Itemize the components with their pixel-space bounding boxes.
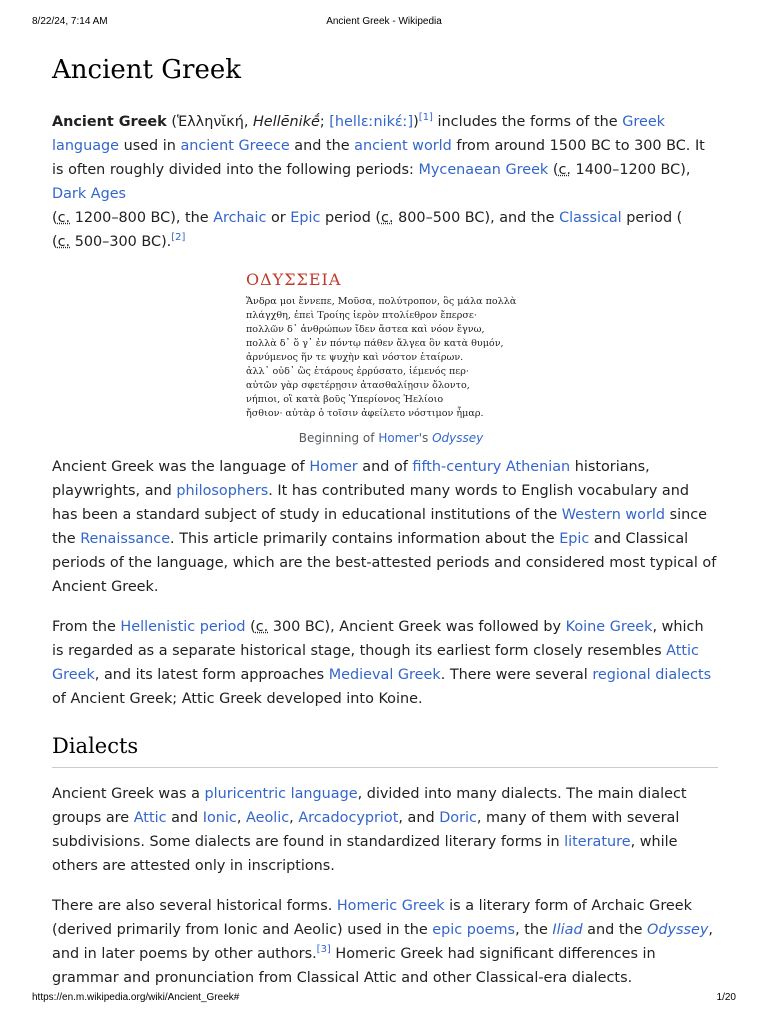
pluricentric-language-link[interactable]: pluricentric language <box>204 786 358 802</box>
verse-line: πολλὰ δ᾽ ὅ γ᾽ ἐν πόντῳ πάθεν ἄλγεα ὃν κατὰ θυμόν, <box>246 338 504 349</box>
ionic-link[interactable]: Ionic <box>202 810 237 826</box>
odyssey-manuscript-image[interactable] <box>246 270 536 421</box>
attic-link[interactable]: Attic <box>133 810 167 826</box>
ipa-link[interactable]: [hellɛːnikɛ́ː] <box>329 114 414 130</box>
epic-poems-link[interactable]: epic poems <box>432 922 516 938</box>
epic-link-2[interactable]: Epic <box>559 531 590 547</box>
circa-abbr: c. <box>381 210 394 226</box>
verse-line: νήπιοι, οἳ κατὰ βοῦς Ὑπερίονος Ἠελίοιο <box>246 394 444 405</box>
regional-dialects-link[interactable]: regional dialects <box>592 667 712 683</box>
greek-language-link[interactable]: Greek language <box>52 114 666 154</box>
citation-3-link[interactable]: [3] <box>316 944 331 956</box>
odyssey-link[interactable]: Odyssey <box>647 922 709 938</box>
verse-line: πολλῶν δ᾽ ἀνθρώπων ἴδεν ἄστεα καὶ νόον ἔγνω, <box>246 324 485 335</box>
circa-abbr: c. <box>558 162 571 178</box>
dark-ages-link[interactable]: Dark Ages <box>52 186 127 202</box>
print-url: https://en.m.wikipedia.org/wiki/Ancient_Greek# <box>32 992 240 1003</box>
circa-abbr: c. <box>255 619 269 635</box>
citation-1-link[interactable]: [1] <box>418 112 433 124</box>
verse-line: ἀλλ᾽ οὐδ᾽ ὣς ἑτάρους ἐρρύσατο, ἱέμενός περ· <box>246 366 469 377</box>
athenian-link[interactable]: fifth-century Athenian <box>412 459 571 475</box>
classical-link[interactable]: Classical <box>559 210 622 226</box>
verse-line: ἀρνύμενος ἥν τε ψυχὴν καὶ νόστον ἑταίρων. <box>246 352 464 363</box>
ancient-greece-link[interactable]: ancient Greece <box>180 138 290 154</box>
koine-greek-link[interactable]: Koine Greek <box>565 619 653 635</box>
paragraph-4: Ancient Greek was a pluricentric language, divided into many dialects. The main dialect groups are Attic and Ionic, Aeolic, Arcadocypriot, and Doric, many of them with several subdivisions. Some dialects are found in standardized literary forms in literature, while others are attested only in inscriptions. <box>52 786 687 874</box>
verse-line: αὐτῶν γὰρ σφετέρῃσιν ἀτασθαλίῃσιν ὄλοντο, <box>246 380 470 391</box>
print-date: 8/22/24, 7:14 AM <box>32 16 108 27</box>
transliteration: Hellēnikḗ <box>252 114 320 130</box>
circa-abbr: c. <box>57 234 71 250</box>
mycenaean-greek-link[interactable]: Mycenaean Greek <box>418 162 549 178</box>
hellenistic-period-link[interactable]: Hellenistic period <box>120 619 246 635</box>
paragraph-2: Ancient Greek was the language of Homer and of fifth-century Athenian historians, playwrights, and philosophers. It has contributed many words to English vocabulary and has been a standard subject of study in educational institutions of the Western world since the Renaissance. This article primarily contains information about the Epic and Classical periods of the language, which are the best-attested periods and considered most typical of Ancient Greek. <box>52 459 717 595</box>
print-page-title: Ancient Greek - Wikipedia <box>326 16 442 27</box>
renaissance-link[interactable]: Renaissance <box>80 531 171 547</box>
verse-line: Ἄνδρα μοι ἔννεπε, Μοῦσα, πολύτροπον, ὃς μάλα πολλὰ <box>246 296 517 307</box>
philosophers-link[interactable]: philosophers <box>176 483 269 499</box>
verse-line: ἤσθιον· αὐτὰρ ὁ τοῖσιν ἀφείλετο νόστιμον ἦμαρ. <box>246 408 484 419</box>
medieval-greek-link[interactable]: Medieval Greek <box>328 667 441 683</box>
archaic-link[interactable]: Archaic <box>213 210 267 226</box>
circa-abbr: c. <box>57 210 71 226</box>
homer-caption-link[interactable]: Homer <box>378 431 419 445</box>
citation-2-link[interactable]: [2] <box>171 232 186 244</box>
attic-greek-link[interactable]: Attic Greek <box>52 643 699 683</box>
bold-term: Ancient Greek <box>52 114 167 130</box>
literature-link[interactable]: literature <box>564 834 631 850</box>
ancient-world-link[interactable]: ancient world <box>354 138 452 154</box>
article-content <box>52 52 718 1006</box>
paragraph-3: From the Hellenistic period (c. 300 BC), Ancient Greek was followed by Koine Greek, which is regarded as a separate historical stage, though its earliest form closely resembles Attic Greek, and its latest form approaches Medieval Greek. There were several regional dialects of Ancient Greek; Attic Greek developed into Koine. <box>52 619 712 707</box>
dialects-heading: Dialects <box>52 731 718 768</box>
odyssey-caption-link[interactable]: Odyssey <box>432 431 484 445</box>
print-footer <box>32 992 736 1006</box>
odyssey-heading: ΟΔΥΣΣΕΙΑ <box>246 270 342 289</box>
aeolic-link[interactable]: Aeolic <box>246 810 290 826</box>
print-header <box>32 16 736 30</box>
doric-link[interactable]: Doric <box>439 810 477 826</box>
intro-paragraph: Ancient Greek (Ἑλληνῐκή, Hellēnikḗ; [hellɛːnikɛ́ː])[1] includes the forms of the Greek language used in ancient Greece and the ancient world from around 1500 BC to 300 BC. It is often roughly divided into the following periods: Mycenaean Greek (c. 1400–1200 BC), Dark Ages (c. 1200–800 BC), the Archaic or Epic period (c. 800–500 BC), and the Classical period ( (c. 500–300 BC).[2] <box>52 112 705 250</box>
epic-link[interactable]: Epic <box>290 210 321 226</box>
homeric-greek-link[interactable]: Homeric Greek <box>336 898 445 914</box>
paragraph-5: There are also several historical forms. Homeric Greek is a literary form of Archaic Greek (derived primarily from Ionic and Aeolic) used in the epic poems, the Iliad and the Odyssey, and in later poems by other authors.[3] Homeric Greek had significant differences in grammar and pronunciation from Classical Attic and other Classical-era dialects. <box>52 898 713 986</box>
odyssey-figure <box>52 270 718 445</box>
arcadocypriot-link[interactable]: Arcadocypriot <box>298 810 399 826</box>
homer-link[interactable]: Homer <box>309 459 358 475</box>
western-world-link[interactable]: Western world <box>561 507 666 523</box>
iliad-link[interactable]: Iliad <box>552 922 583 938</box>
verse-line: πλάγχθη, ἐπεὶ Τροίης ἱερὸν πτολίεθρον ἔπερσε· <box>246 310 477 321</box>
figure-caption: Beginning of Homer's Odyssey <box>298 431 484 445</box>
page-title: Ancient Greek <box>52 55 241 85</box>
print-page-number: 1/20 <box>716 992 736 1003</box>
